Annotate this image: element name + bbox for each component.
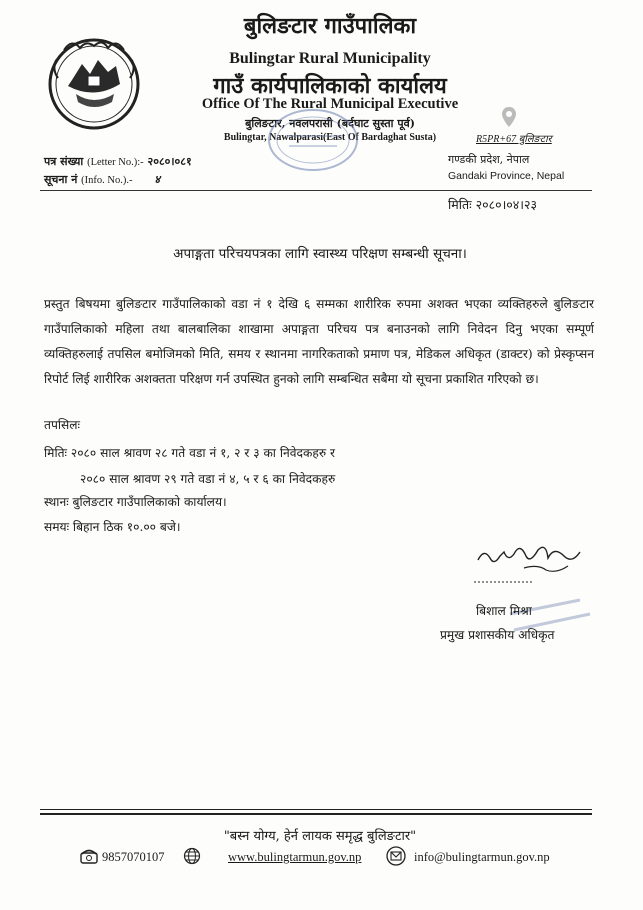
office-name-en: Office Of The Rural Municipal Executive bbox=[201, 96, 459, 112]
details-heading: तपसिलः bbox=[44, 418, 80, 432]
footer-divider-thick bbox=[40, 813, 592, 815]
notice-date: मितिः २०८०।०४।२३ bbox=[448, 197, 538, 212]
footer-email-link[interactable]: info@bulingtarmun.gov.np bbox=[414, 850, 550, 864]
details-date-line-1: मितिः २०८० साल श्रावण २८ गते वडा नं १, २ र ३ का निवेदकहरु र bbox=[44, 446, 335, 460]
info-label-np: सूचना नं bbox=[44, 173, 78, 186]
letter-number-value: २०८०।०८१ bbox=[147, 155, 192, 168]
info-number bbox=[44, 172, 160, 187]
municipality-name-en: Bulingtar Rural Municipality bbox=[229, 50, 431, 67]
header-divider bbox=[40, 190, 592, 191]
details-time: समयः बिहान ठिक १०.०० बजे। bbox=[44, 520, 181, 534]
email-icon bbox=[386, 846, 406, 866]
footer-website-link[interactable]: www.bulingtarmun.gov.np bbox=[228, 850, 362, 864]
plus-code: R5PR+67 बुलिङटार bbox=[476, 134, 552, 145]
address-np: बुलिङटार, नवलपरासी (बर्दघाट सुस्ता पूर्व) bbox=[245, 117, 415, 130]
province-np: गण्डकी प्रदेश, नेपाल bbox=[448, 153, 530, 166]
footer-motto: "बस्न योग्य, हेर्न लायक समृद्ध बुलिङटार" bbox=[223, 829, 417, 844]
office-name-np: गाउँ कार्यपालिकाको कार्यालय bbox=[213, 73, 447, 99]
province-en: Gandaki Province, Nepal bbox=[448, 170, 565, 182]
phone-icon bbox=[80, 848, 98, 864]
signatory-title: प्रमुख प्रशासकीय अधिकृत bbox=[440, 628, 555, 642]
signatory-name: बिशाल मिश्रा bbox=[476, 604, 532, 618]
municipality-name-np: बुलिङटार गाउँपालिका bbox=[243, 13, 417, 39]
details-place: स्थानः बुलिङटार गाउँपालिकाको कार्यालय। bbox=[44, 495, 227, 509]
letter-label-np: पत्र संख्या bbox=[44, 155, 84, 168]
globe-icon bbox=[183, 847, 201, 865]
footer-divider-thin bbox=[40, 809, 592, 810]
details-date-line-2: २०८० साल श्रावण २९ गते वडा नं ४, ५ र ६ का निवेदकहरु bbox=[80, 472, 336, 486]
location-pin-icon bbox=[500, 106, 518, 128]
notice-subject: अपाङ्गता परिचयपत्रका लागि स्वास्थ्य परिक्षण सम्बन्धी सूचना। bbox=[173, 246, 467, 262]
info-label-en: (Info. No.).- bbox=[81, 175, 133, 186]
info-number-value: ४ bbox=[154, 173, 161, 186]
signature-icon bbox=[464, 534, 594, 596]
letter-number bbox=[44, 154, 192, 169]
footer-phone: 9857070107 bbox=[102, 850, 165, 864]
official-stamp-icon bbox=[255, 100, 365, 180]
letter-label-en: (Letter No.):- bbox=[87, 157, 144, 168]
notice-body: प्रस्तुत बिषयमा बुलिङटार गाउँपालिकाको वडा नं १ देखि ६ सम्मका शारीरिक रुपमा अशक्त भएका व्यक्तिहरुले बुलिङटार गाउँपालिकाको महिला तथा बालबालिका शाखामा अपाङ्गता परिचय पत्र बनाउनको लागि निवेदन दिनु भएका सम्पूर्ण व्यक्तिहरुलाई तपसिल बमोजिमको मिति, समय र स्थानमा नागरिकताको प्रमाण पत्र, मेडिकल अधिकृत (डाक्टर) को प्रेस्कृप्सन रिपोर्ट लिई शारीरिक अशक्तता परिक्षण गर्न उपस्थित हुनको लागि सम्बन्धित सबैमा यो सूचना प्रकाशित गरिएको छ। bbox=[44, 297, 594, 386]
nepal-emblem-icon bbox=[42, 30, 146, 134]
address-en: Bulingtar, Nawalparasi(East Of Bardaghat Susta) bbox=[223, 132, 437, 143]
